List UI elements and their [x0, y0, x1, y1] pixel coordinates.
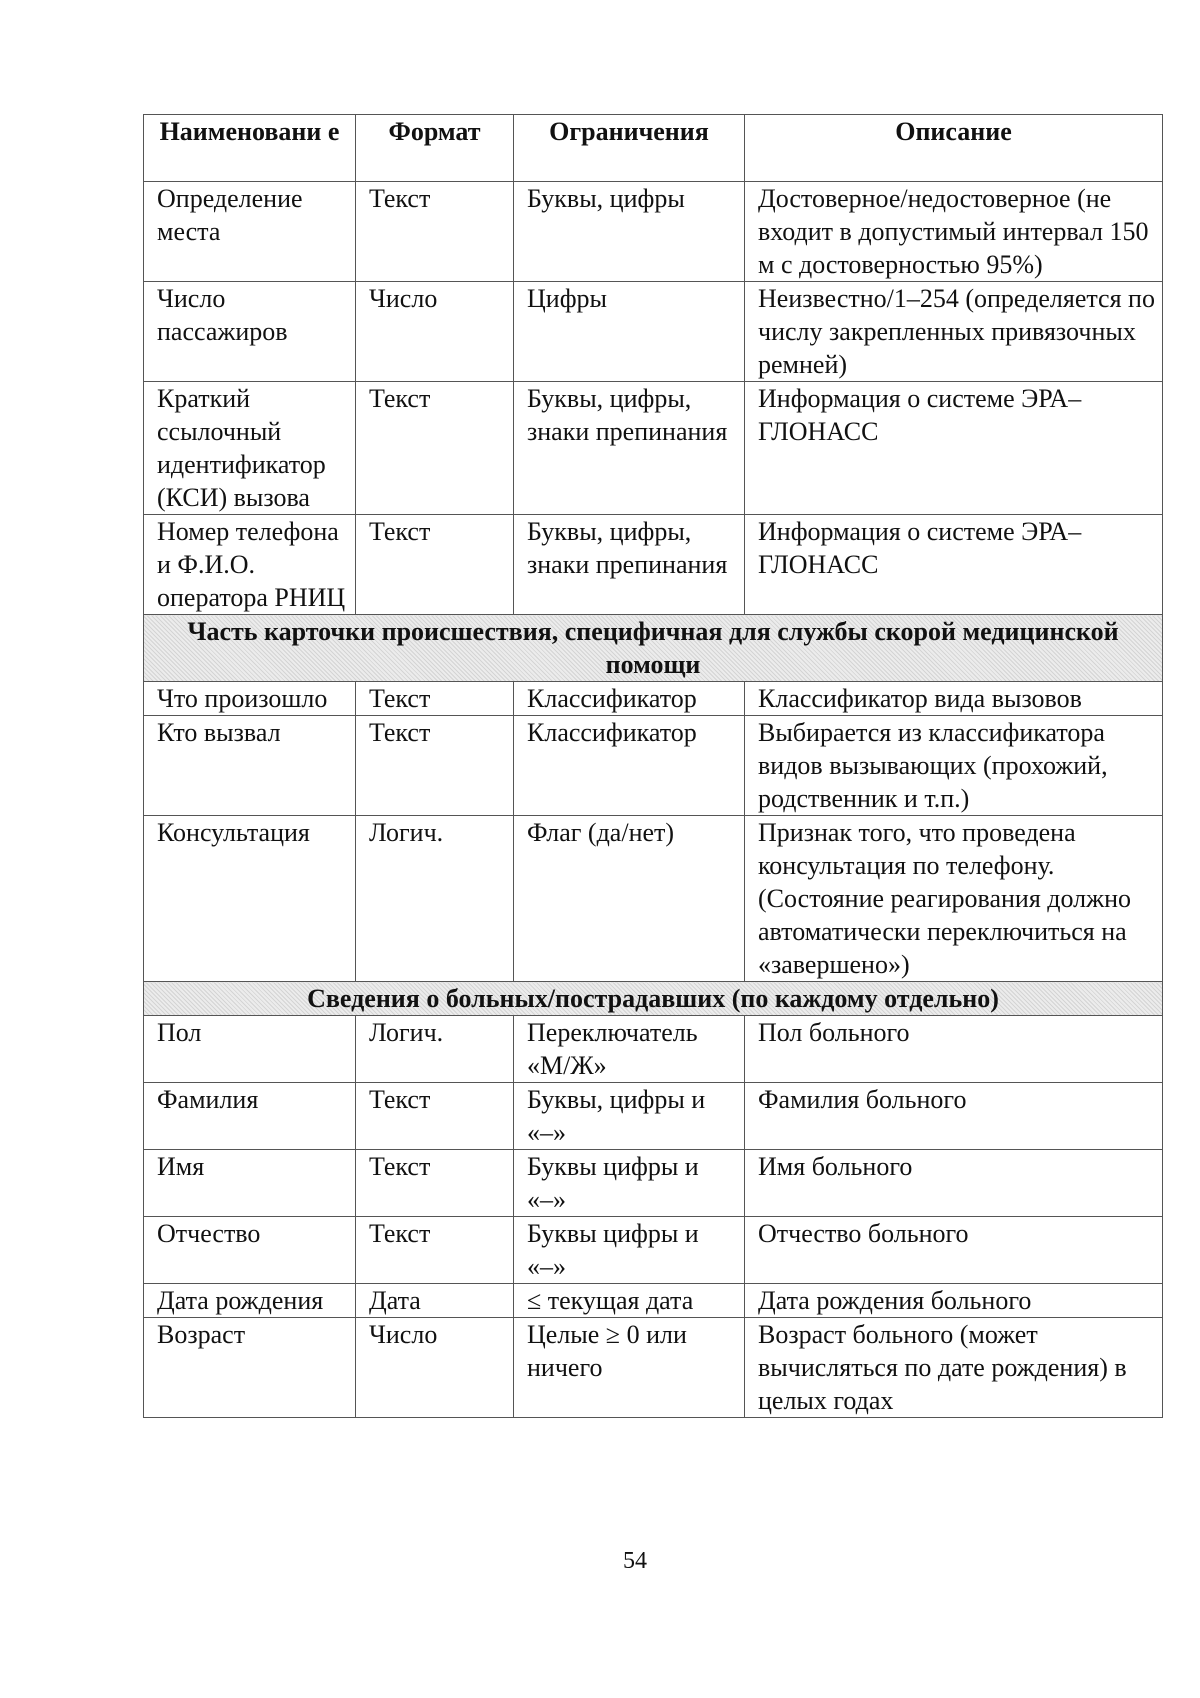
cell-name: Дата рождения [144, 1284, 356, 1318]
header-restrictions: Ограничения [514, 115, 745, 182]
cell-name: Кто вызвал [144, 716, 356, 816]
table-row [144, 1150, 1163, 1217]
cell-name: Отчество [144, 1217, 356, 1284]
cell-format: Текст [356, 1217, 514, 1284]
cell-format: Текст [356, 182, 514, 282]
table-row [144, 1217, 1163, 1284]
cell-restrictions: Буквы, цифры, знаки препинания [514, 382, 745, 515]
table-row [144, 816, 1163, 982]
cell-name: Определение места [144, 182, 356, 282]
cell-restrictions: Буквы цифры и «–» [514, 1150, 745, 1217]
table-row [144, 1083, 1163, 1150]
cell-description: Информация о системе ЭРА– ГЛОНАСС [745, 515, 1163, 615]
table-row [144, 182, 1163, 282]
table-row [144, 682, 1163, 716]
cell-format: Дата [356, 1284, 514, 1318]
cell-format: Текст [356, 515, 514, 615]
table-row [144, 515, 1163, 615]
cell-description: Неизвестно/1–254 (определяется по числу закрепленных привязочных ремней) [745, 282, 1163, 382]
cell-name: Пол [144, 1016, 356, 1083]
cell-format: Текст [356, 682, 514, 716]
page-number: 54 [623, 1548, 647, 1574]
table-row [144, 382, 1163, 515]
cell-restrictions: Буквы цифры и «–» [514, 1217, 745, 1284]
cell-format: Число [356, 282, 514, 382]
cell-format: Текст [356, 382, 514, 515]
cell-restrictions: Флаг (да/нет) [514, 816, 745, 982]
section-heading-ambulance: Часть карточки происшествия, специфичная для службы скорой медицинской помощи [144, 615, 1163, 682]
cell-description: Дата рождения больного [745, 1284, 1163, 1318]
table-row [144, 716, 1163, 816]
cell-restrictions: Цифры [514, 282, 745, 382]
cell-format: Текст [356, 716, 514, 816]
cell-description: Возраст больного (может вычисляться по дате рождения) в целых годах [745, 1318, 1163, 1418]
section-heading-patients: Сведения о больных/пострадавших (по каждому отдельно) [144, 982, 1163, 1016]
cell-format: Логич. [356, 1016, 514, 1083]
cell-description: Выбирается из классификатора видов вызывающих (прохожий, родственник и т.п.) [745, 716, 1163, 816]
cell-description: Фамилия больного [745, 1083, 1163, 1150]
cell-name: Консультация [144, 816, 356, 982]
header-name: Наименовани е [144, 115, 356, 182]
table-row [144, 1318, 1163, 1418]
cell-restrictions: Буквы, цифры и «–» [514, 1083, 745, 1150]
table-row [144, 1284, 1163, 1318]
cell-restrictions: Классификатор [514, 682, 745, 716]
cell-description: Пол больного [745, 1016, 1163, 1083]
cell-description: Информация о системе ЭРА– ГЛОНАСС [745, 382, 1163, 515]
cell-name: Что произошло [144, 682, 356, 716]
cell-name: Номер телефона и Ф.И.О. оператора РНИЦ [144, 515, 356, 615]
table-row [144, 1016, 1163, 1083]
cell-description: Достоверное/недостоверное (не входит в допустимый интервал 150 м с достоверностью 95%) [745, 182, 1163, 282]
header-format: Формат [356, 115, 514, 182]
cell-format: Число [356, 1318, 514, 1418]
cell-name: Фамилия [144, 1083, 356, 1150]
cell-description: Имя больного [745, 1150, 1163, 1217]
cell-restrictions: Буквы, цифры [514, 182, 745, 282]
cell-description: Отчество больного [745, 1217, 1163, 1284]
cell-restrictions: Целые ≥ 0 или ничего [514, 1318, 745, 1418]
table-row [144, 282, 1163, 382]
header-description: Описание [745, 115, 1163, 182]
cell-format: Текст [356, 1083, 514, 1150]
cell-format: Текст [356, 1150, 514, 1217]
section-row [144, 982, 1163, 1016]
cell-restrictions: Переключатель «М/Ж» [514, 1016, 745, 1083]
table-header-row [144, 115, 1163, 182]
cell-name: Имя [144, 1150, 356, 1217]
section-row [144, 615, 1163, 682]
cell-restrictions: ≤ текущая дата [514, 1284, 745, 1318]
cell-name: Возраст [144, 1318, 356, 1418]
cell-name: Число пассажиров [144, 282, 356, 382]
cell-name: Краткий ссылочный идентификатор (КСИ) вызова [144, 382, 356, 515]
cell-format: Логич. [356, 816, 514, 982]
fields-table [143, 114, 1163, 1418]
cell-description: Признак того, что проведена консультация по телефону. (Состояние реагирования должно автоматически переключиться на «завершено») [745, 816, 1163, 982]
cell-description: Классификатор вида вызовов [745, 682, 1163, 716]
cell-restrictions: Буквы, цифры, знаки препинания [514, 515, 745, 615]
cell-restrictions: Классификатор [514, 716, 745, 816]
